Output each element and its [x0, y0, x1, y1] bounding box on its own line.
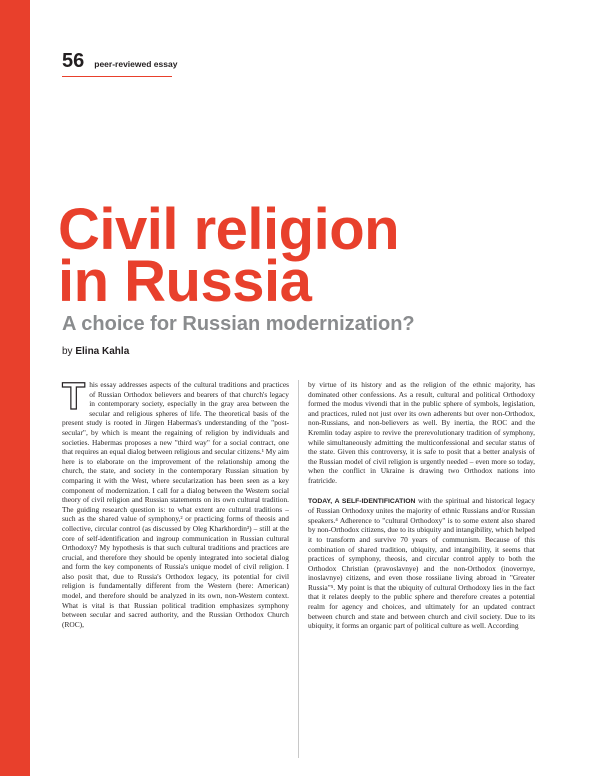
- page-header: [62, 50, 177, 73]
- accent-bar: [0, 0, 30, 776]
- paragraph-lead-in: TODAY, A SELF-IDENTIFICATION: [308, 497, 416, 505]
- body-paragraph-1: [62, 376, 289, 629]
- body-paragraph-2: by virtue of its history and as the religion of the ethnic majority, has dominated other confessions. As a result, cultural and political Orthodoxy formed the modus vivendi that in the public sphere of symbols, legislation, and practices, ruled not just over its own adherents but over non-Orthodox, non-Russians, and non-believers as well. By inertia, the ROC and the Kremlin today aspire to revive the prerevolutionary tradition of symphony, while simultaneously admitting the multiconfessional and secular status of the state. Given this controversy, it is safe to posit that a better analysis of the Russian model of civil religion is urgently needed – even more so today, when the conflict in Ukraine is drawing two Orthodox nations into fratricide.: [308, 380, 535, 485]
- author-name: Elina Kahla: [75, 346, 130, 357]
- byline-prefix: by: [62, 346, 73, 357]
- byline: [62, 346, 129, 357]
- column-divider: [298, 380, 299, 758]
- article-title: [58, 197, 400, 314]
- drop-cap: T: [62, 376, 86, 418]
- title-line-2: in Russia: [58, 249, 312, 314]
- section-label: peer-reviewed essay: [94, 59, 178, 69]
- body-paragraph-3: [308, 496, 535, 631]
- body-column-left: [62, 376, 289, 629]
- right-column-text: with the spiritual and historical legacy of Russian Orthodoxy unites the majority of ethnic Russians and/or Russian speakers.⁴ Adherence to "cultural Orthodoxy" is to some extent also shared by non-Orthodox citizens, due to its ubiquity and intangibility, which helped it to transform and survive 70 years of communism. Because of this combination of shared tradition, ubiquity, and intangibility, it seems that practices of symphony, theosis, and circular control apply to both the Orthodox Christian (pravoslavnye) and the non-Orthodox (inovernye, inoslavnye) citizens, and even those rossiiane living abroad in "Greater Russia"⁵. My point is that the ubiquity of cultural Orthodoxy lies in the fact that it relates deeply to the public sphere and therefore creates a potential realm for agency and choices, and ultimately for an updated contract between church and state and between church and civil society. Due to its ubiquity, it forms an organic part of political culture as well. According: [308, 495, 535, 631]
- title-line-1: Civil religion: [58, 197, 400, 262]
- left-column-text: his essay addresses aspects of the cultural traditions and practices of Russian Orthodox believers and bearers of that church's legacy in contemporary society, especially in the gray area between the secular and religious spheres of life. The theoretical basis of the present study is rooted in Jürgen Habermas's understanding of the "post-secular", by which is meant the regaining of religion by individuals and societies. Habermas proposes a new "third way" for a social contract, one that requires an equal dialog between religious and secular citizens.¹ My aim here is to elaborate on the improvement of the relationship among the church, the state, and society in the contemporary Russian situation by comparing it with the West, where secularization has been seen as a key component of modernization. I call for a dialog between the Western social theory of civil religion and Russian statements on its own cultural tradition. The guiding research question is: to what extent are cultural traditions – such as the shared value of symphony,² or practicing forms of theosis and collective, circular control (as discussed by Oleg Kharkhordin³) – still at the core of self-identification and ingroup communication in Russian cultural Orthodoxy? My hypothesis is that such cultural traditions and practices are crucial, and therefore they should be openly integrated into societal dialog and form the key components of Russia's unique model of civil religion. I also posit that, due to Russia's Orthodox legacy, its potential for civil religion is fundamentally different from the Western (here: American) model, and therefore should be analyzed in its own, non-Western context. What is vital is that Russian political tradition emphasizes symphony between secular and sacred authority, and the Russian Orthodox Church (ROC),: [62, 380, 289, 629]
- article-subtitle: A choice for Russian modernization?: [62, 313, 415, 335]
- header-rule: [62, 76, 172, 77]
- body-column-right: [308, 380, 535, 631]
- page-number: 56: [62, 50, 85, 72]
